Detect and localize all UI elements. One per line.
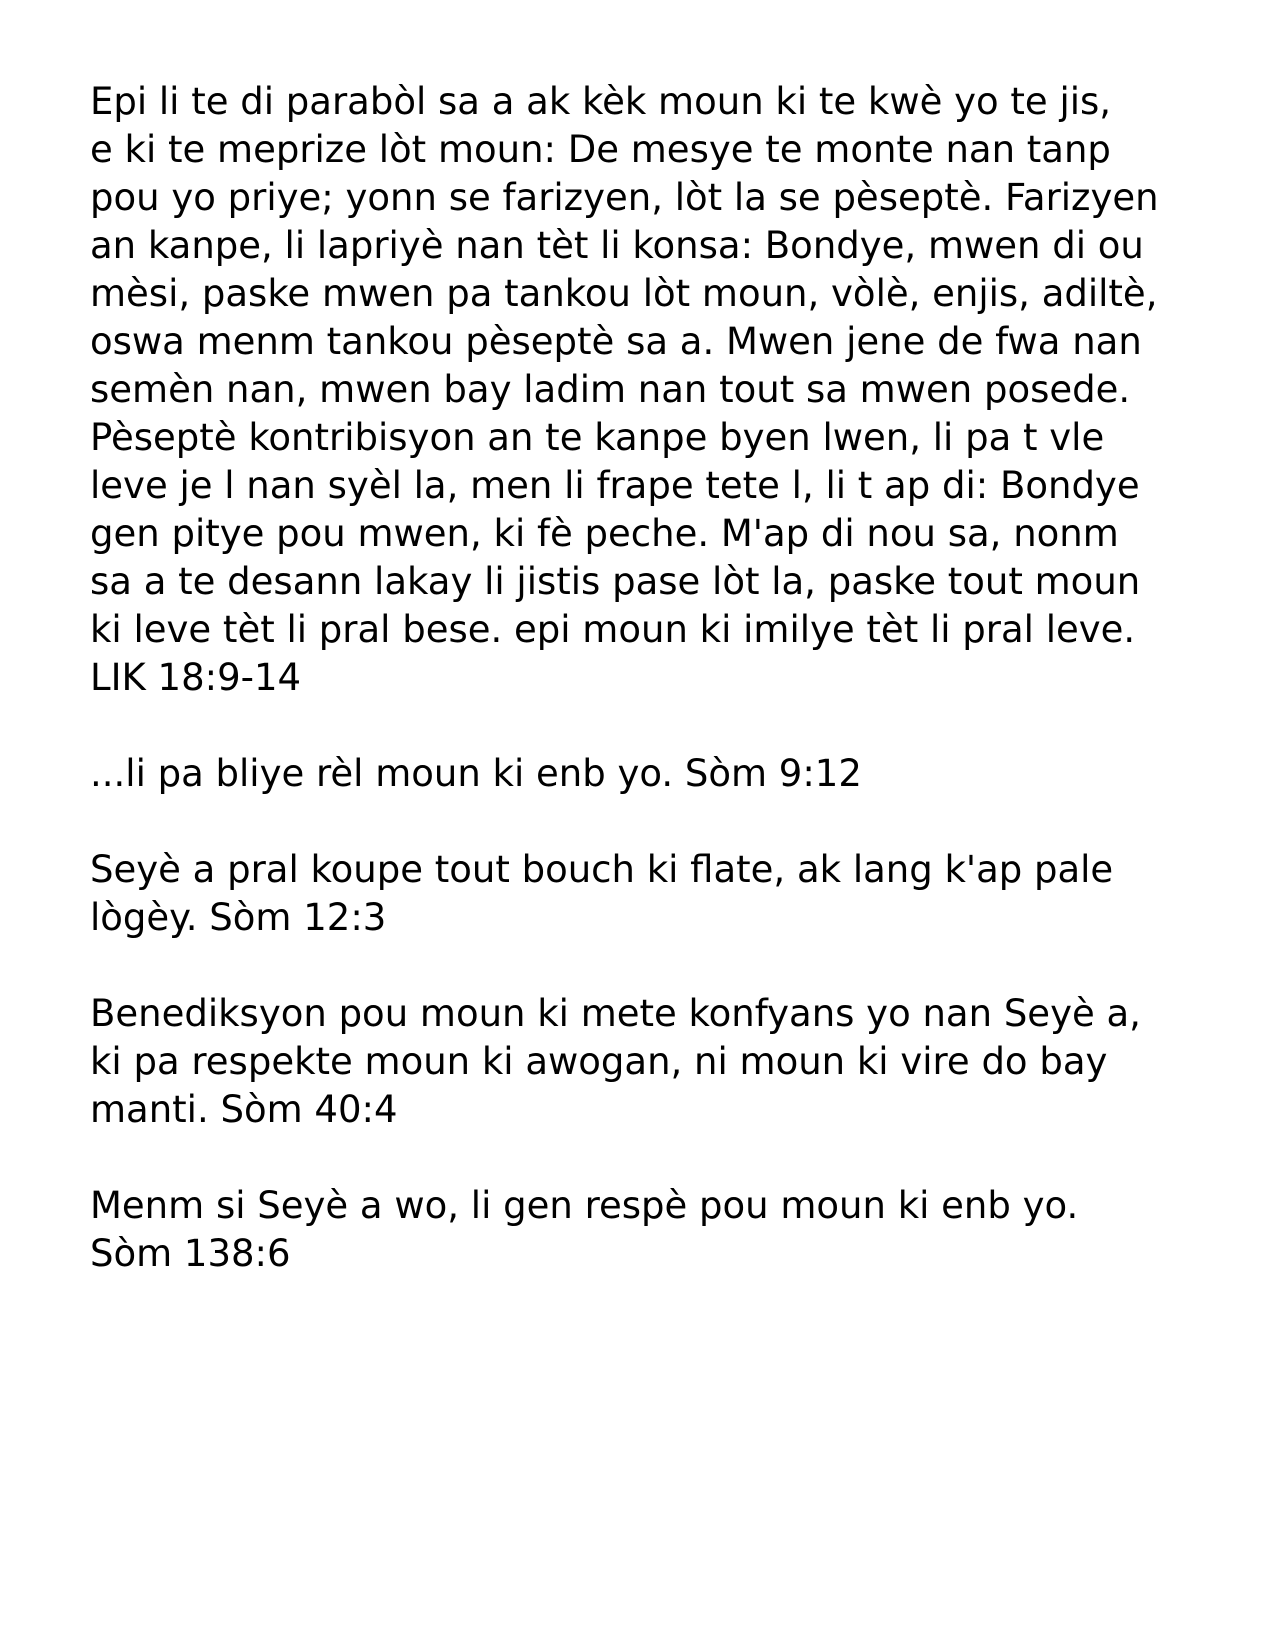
text-line: an kanpe, li lapriyè nan tèt li konsa: Bondye, mwen di ou bbox=[90, 224, 1144, 267]
text-line: Epi li te di parabòl sa a ak kèk moun ki te kwè yo te jis, bbox=[90, 80, 1112, 123]
text-line: pou yo priye; yonn se farizyen, lòt la se pèseptè. Farizyen bbox=[90, 176, 1159, 219]
verse-reference: LIK 18:9-14 bbox=[90, 656, 302, 699]
text-line: ki pa respekte moun ki awogan, ni moun ki vire do bay bbox=[90, 1040, 1108, 1083]
passage-som-138 bbox=[90, 1182, 1220, 1278]
text-line: sa a te desann lakay li jistis pase lòt la, paske tout moun bbox=[90, 560, 1141, 603]
text-line: oswa menm tankou pèseptè sa a. Mwen jene de fwa nan bbox=[90, 320, 1142, 363]
passage-som-40 bbox=[90, 990, 1220, 1134]
text-line: ...li pa bliye rèl moun ki enb yo. Sòm 9:12 bbox=[90, 752, 862, 795]
text-line: Pèseptè kontribisyon an te kanpe byen lwen, li pa t vle bbox=[90, 416, 1105, 459]
text-line: leve je l nan syèl la, men li frape tete l, li t ap di: Bondye bbox=[90, 464, 1140, 507]
text-line: gen pitye pou mwen, ki fè peche. M'ap di nou sa, nonm bbox=[90, 512, 1119, 555]
text-line: semèn nan, mwen bay ladim nan tout sa mwen posede. bbox=[90, 368, 1131, 411]
verse-reference: Sòm 138:6 bbox=[90, 1232, 291, 1275]
text-line: ki leve tèt li pral bese. epi moun ki imilye tèt li pral leve. bbox=[90, 608, 1136, 651]
document-page bbox=[90, 78, 1220, 1326]
text-line: Seyè a pral koupe tout bouch ki flate, ak lang k'ap pale bbox=[90, 848, 1114, 891]
text-line: e ki te meprize lòt moun: De mesye te monte nan tanp bbox=[90, 128, 1111, 171]
passage-som-9 bbox=[90, 750, 1220, 798]
text-line: Menm si Seyè a wo, li gen respè pou moun ki enb yo. bbox=[90, 1184, 1079, 1227]
text-line: lògèy. Sòm 12:3 bbox=[90, 896, 387, 939]
text-line: Benediksyon pou moun ki mete konfyans yo nan Seyè a, bbox=[90, 992, 1141, 1035]
text-line: mèsi, paske mwen pa tankou lòt moun, vòlè, enjis, adiltè, bbox=[90, 272, 1158, 315]
text-line: manti. Sòm 40:4 bbox=[90, 1088, 398, 1131]
passage-som-12 bbox=[90, 846, 1220, 942]
passage-lik-18 bbox=[90, 78, 1220, 702]
